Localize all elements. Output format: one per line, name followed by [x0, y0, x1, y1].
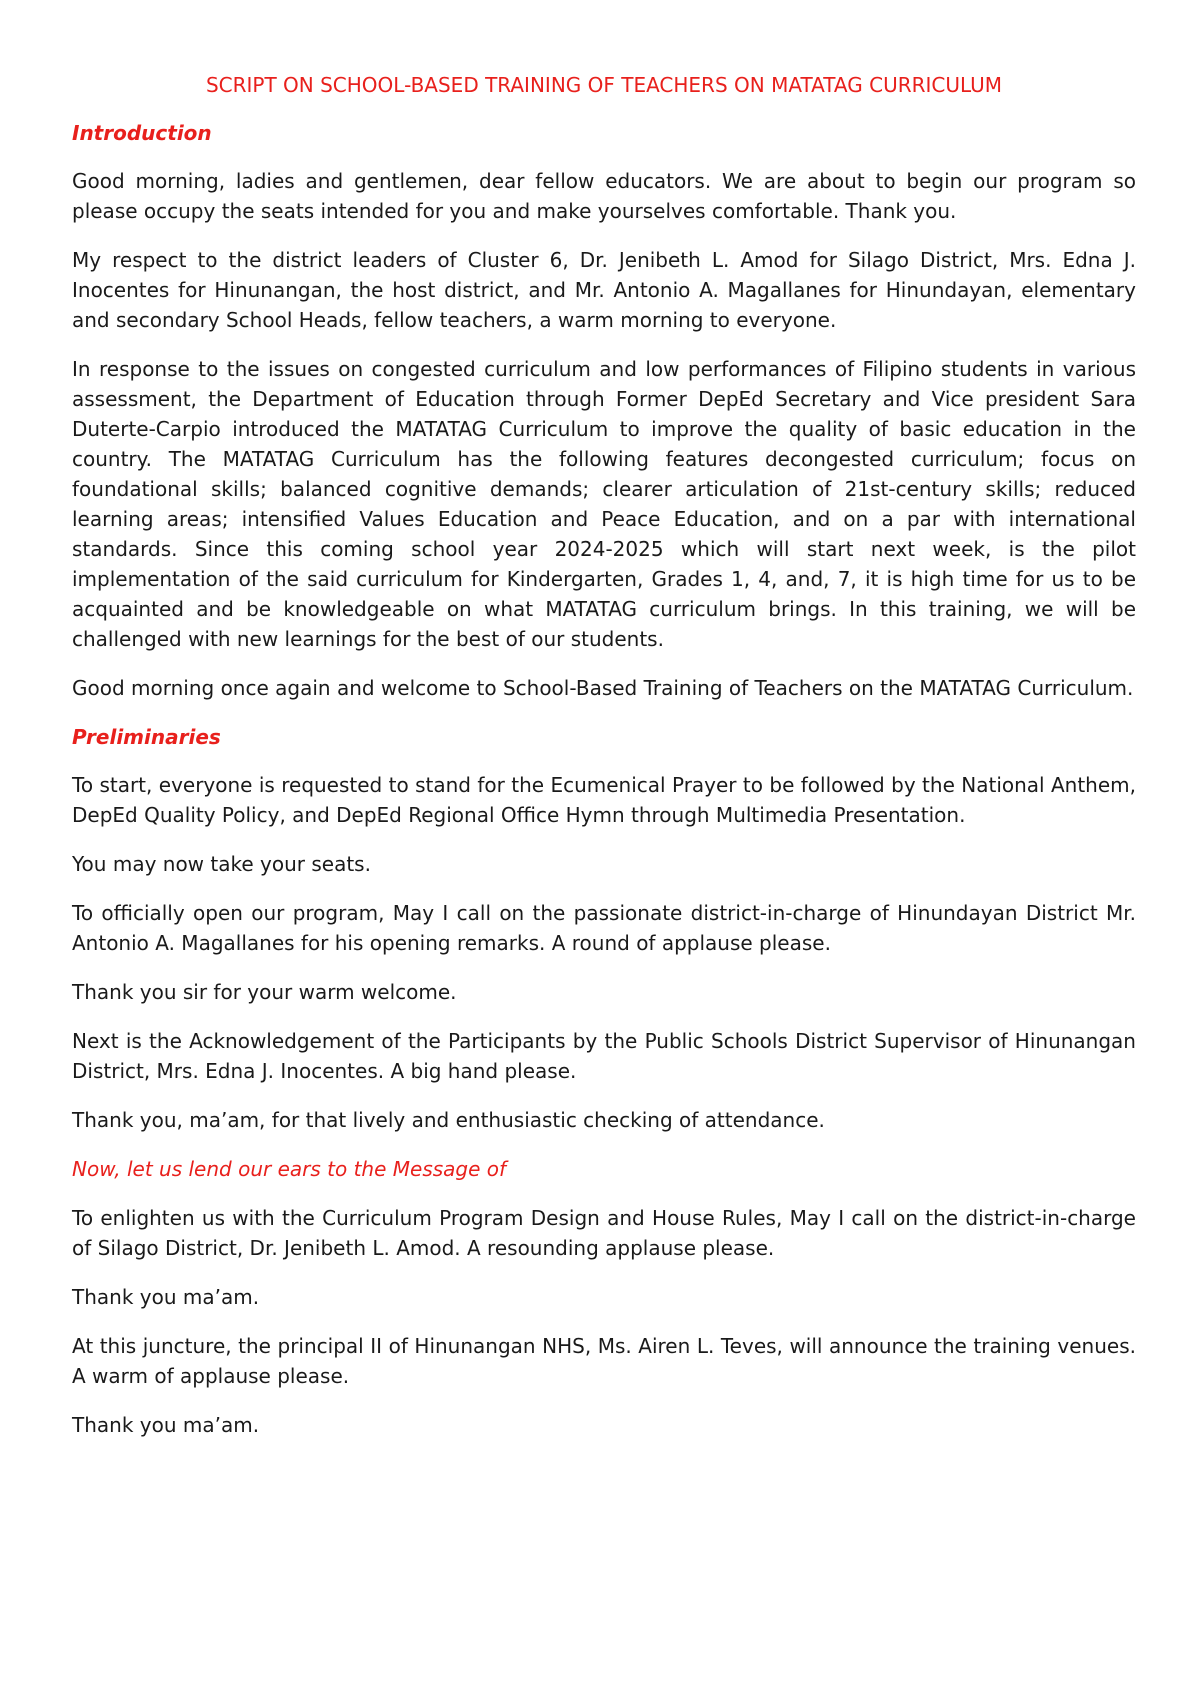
paragraph: Good morning, ladies and gentlemen, dear fellow educators. We are about to begin our program so please occupy the seats intended for you and make yourselves comfortable. Thank you. — [72, 169, 1136, 223]
paragraph: My respect to the district leaders of Cluster 6, Dr. Jenibeth L. Amod for Silago District, Mrs. Edna J. Inocentes for Hinunangan, the host district, and Mr. Antonio A. Magallanes for Hinundayan, elementary and secondary School Heads, fellow teachers, a warm morning to everyone. — [72, 248, 1136, 332]
paragraph: To enlighten us with the Curriculum Program Design and House Rules, May I call on the district-in-charge of Silago District, Dr. Jenibeth L. Amod. A resounding applause please. — [72, 1206, 1136, 1260]
paragraph-placeholder-message: Now, let us lend our ears to the Message of — [72, 1157, 507, 1181]
paragraph: Thank you ma’am. — [72, 1413, 260, 1437]
paragraph: Thank you, ma’am, for that lively and enthusiastic checking of attendance. — [72, 1108, 825, 1132]
paragraph: To officially open our program, May I call on the passionate district-in-charge of Hinundayan District Mr. Antonio A. Magallanes for his opening remarks. A round of applause please. — [72, 901, 1136, 955]
paragraph: Good morning once again and welcome to School-Based Training of Teachers on the MATATAG Curriculum. — [72, 676, 1134, 700]
paragraph: In response to the issues on congested curriculum and low performances of Filipino students in various assessment, the Department of Education through Former DepEd Secretary and Vice president Sara Duterte-Carpio introduced the MATATAG Curriculum to improve the quality of basic education in the country. The MATATAG Curriculum has the following features decongested curriculum; focus on foundational skills; balanced cognitive demands; clearer articulation of 21st-century skills; reduced learning areas; intensified Values Education and Peace Education, and on a par with international standards. Since this coming school year 2024-2025 which will start next week, is the pilot implementation of the said curriculum for Kindergarten, Grades 1, 4, and, 7, it is high time for us to be acquainted and be knowledgeable on what MATATAG curriculum brings. In this training, we will be challenged with new learnings for the best of our students. — [72, 357, 1136, 651]
section-heading-preliminaries: Preliminaries — [72, 725, 221, 749]
section-heading-introduction: Introduction — [72, 121, 212, 145]
paragraph: To start, everyone is requested to stand for the Ecumenical Prayer to be followed by the National Anthem, DepEd Quality Policy, and DepEd Regional Office Hymn through Multimedia Presentation. — [72, 773, 1136, 827]
paragraph: At this juncture, the principal II of Hinunangan NHS, Ms. Airen L. Teves, will announce the training venues. A warm of applause please. — [72, 1334, 1136, 1388]
document-title: SCRIPT ON SCHOOL-BASED TRAINING OF TEACHERS ON MATATAG CURRICULUM — [205, 73, 1003, 97]
paragraph: Thank you sir for your warm welcome. — [72, 980, 457, 1004]
paragraph: Next is the Acknowledgement of the Participants by the Public Schools District Supervisor of Hinunangan District, Mrs. Edna J. Inocentes. A big hand please. — [72, 1029, 1136, 1083]
paragraph: Thank you ma’am. — [72, 1285, 260, 1309]
paragraph: You may now take your seats. — [72, 852, 371, 876]
